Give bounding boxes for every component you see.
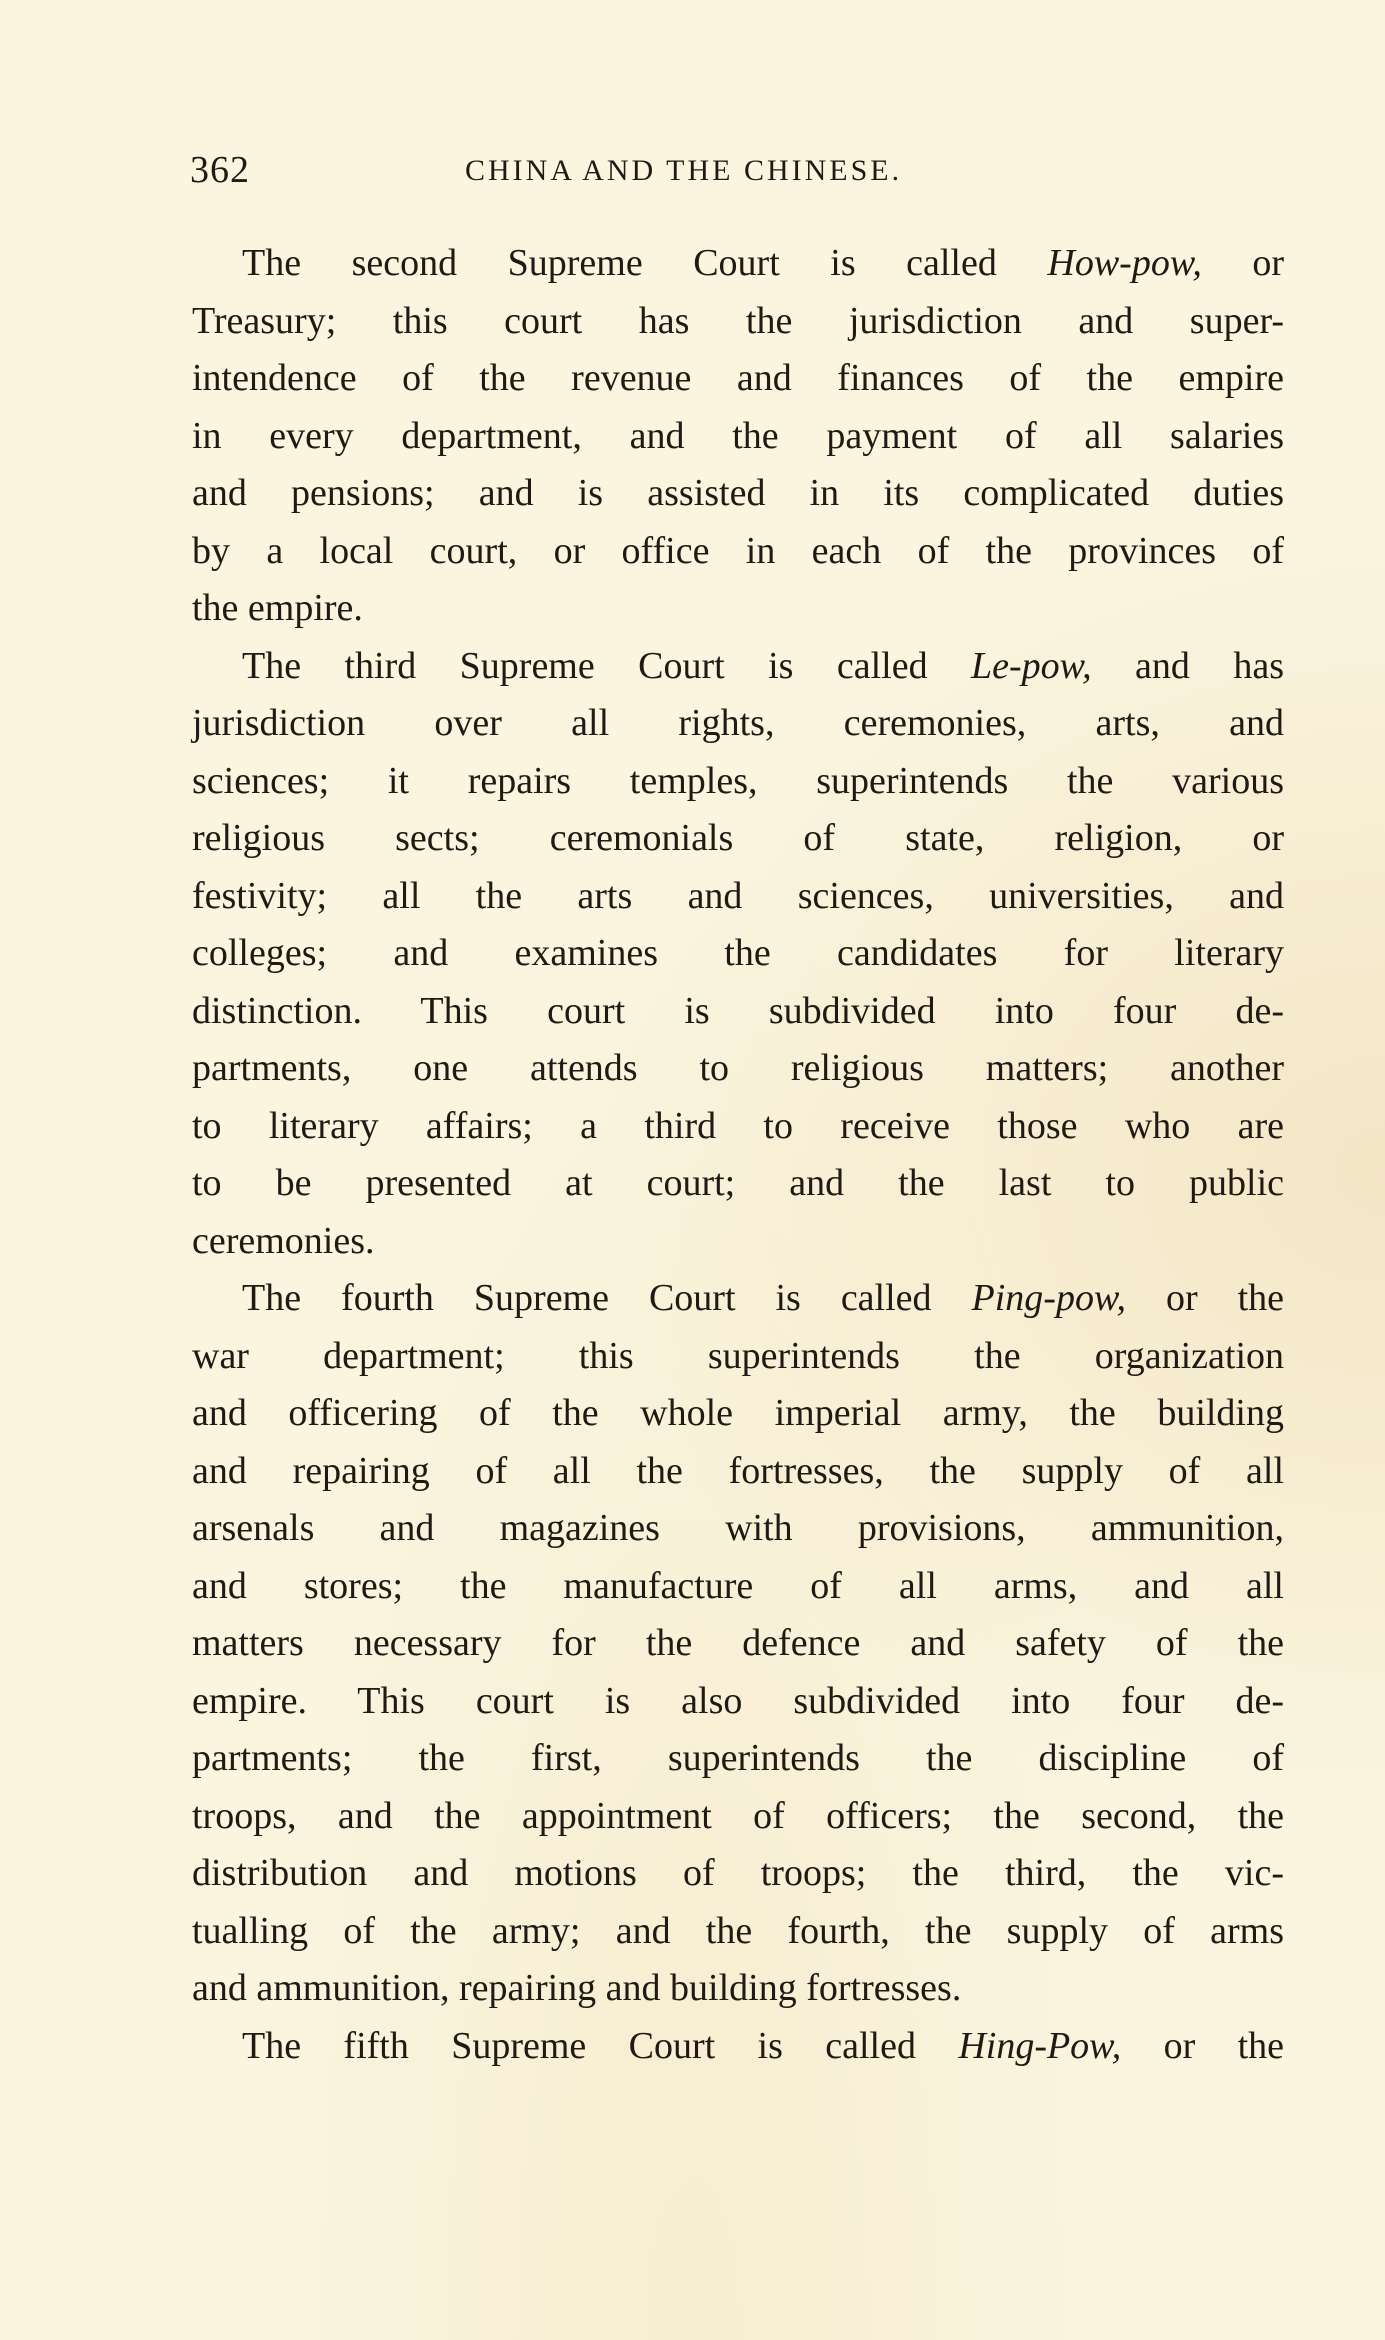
text-line: the empire. — [192, 587, 363, 629]
text-line: jurisdiction over all rights, ceremonies, arts, and — [192, 702, 1284, 744]
text-line: festivity; all the arts and sciences, universities, and — [192, 874, 1284, 917]
text-line: empire. This court is also subdivided into four de- — [192, 1679, 1284, 1722]
page-number: 362 — [190, 149, 250, 191]
text-line: ceremonies. — [192, 1219, 375, 1262]
text-line: matters necessary for the defence and safety of the — [192, 1622, 1284, 1664]
text-line: to be presented at court; and the last to public — [192, 1162, 1284, 1204]
text-line: tualling of the army; and the fourth, the supply of arms — [192, 1909, 1284, 1952]
text-line: distinction. This court is subdivided into four de- — [192, 989, 1284, 1032]
running-title: CHINA AND THE CHINESE. — [465, 154, 903, 187]
text-line: and pensions; and is assisted in its complicated duties — [192, 472, 1284, 514]
text-line: and repairing of all the fortresses, the supply of all — [192, 1449, 1284, 1492]
text-line: Treasury; this court has the jurisdiction and super- — [192, 299, 1284, 342]
text-line: and officering of the whole imperial army, the building — [192, 1392, 1284, 1434]
text-line: to literary affairs; a third to receive those who are — [192, 1104, 1284, 1147]
text-line: colleges; and examines the candidates for literary — [192, 932, 1284, 974]
text-line: distribution and motions of troops; the third, the vic- — [192, 1852, 1284, 1894]
text-line: and ammunition, repairing and building fortresses. — [192, 1967, 962, 2009]
text-line: arsenals and magazines with provisions, ammunition, — [192, 1507, 1284, 1549]
text-line: intendence of the revenue and finances of the empire — [192, 357, 1284, 399]
text-line: The second Supreme Court is called How-pow, or — [242, 242, 1285, 284]
text-line: The fifth Supreme Court is called Hing-Pow, or the — [242, 2024, 1284, 2067]
text-line: and stores; the manufacture of all arms, and all — [192, 1564, 1284, 1607]
text-line: troops, and the appointment of officers; the second, the — [192, 1794, 1284, 1837]
text-line: religious sects; ceremonials of state, religion, or — [192, 817, 1284, 859]
text-line: The fourth Supreme Court is called Ping-pow, or the — [242, 1277, 1285, 1319]
text-line: by a local court, or office in each of the provinces of — [192, 529, 1284, 572]
text-line: partments; the first, superintends the discipline of — [192, 1737, 1284, 1779]
text-line: sciences; it repairs temples, superintends the various — [192, 759, 1284, 802]
running-head — [190, 148, 1290, 198]
text-line: The third Supreme Court is called Le-pow, and has — [242, 644, 1284, 687]
text-line: in every department, and the payment of all salaries — [192, 414, 1284, 457]
text-line: partments, one attends to religious matters; another — [192, 1047, 1284, 1089]
body-text — [192, 235, 1284, 2075]
text-line: war department; this superintends the organization — [192, 1334, 1284, 1377]
